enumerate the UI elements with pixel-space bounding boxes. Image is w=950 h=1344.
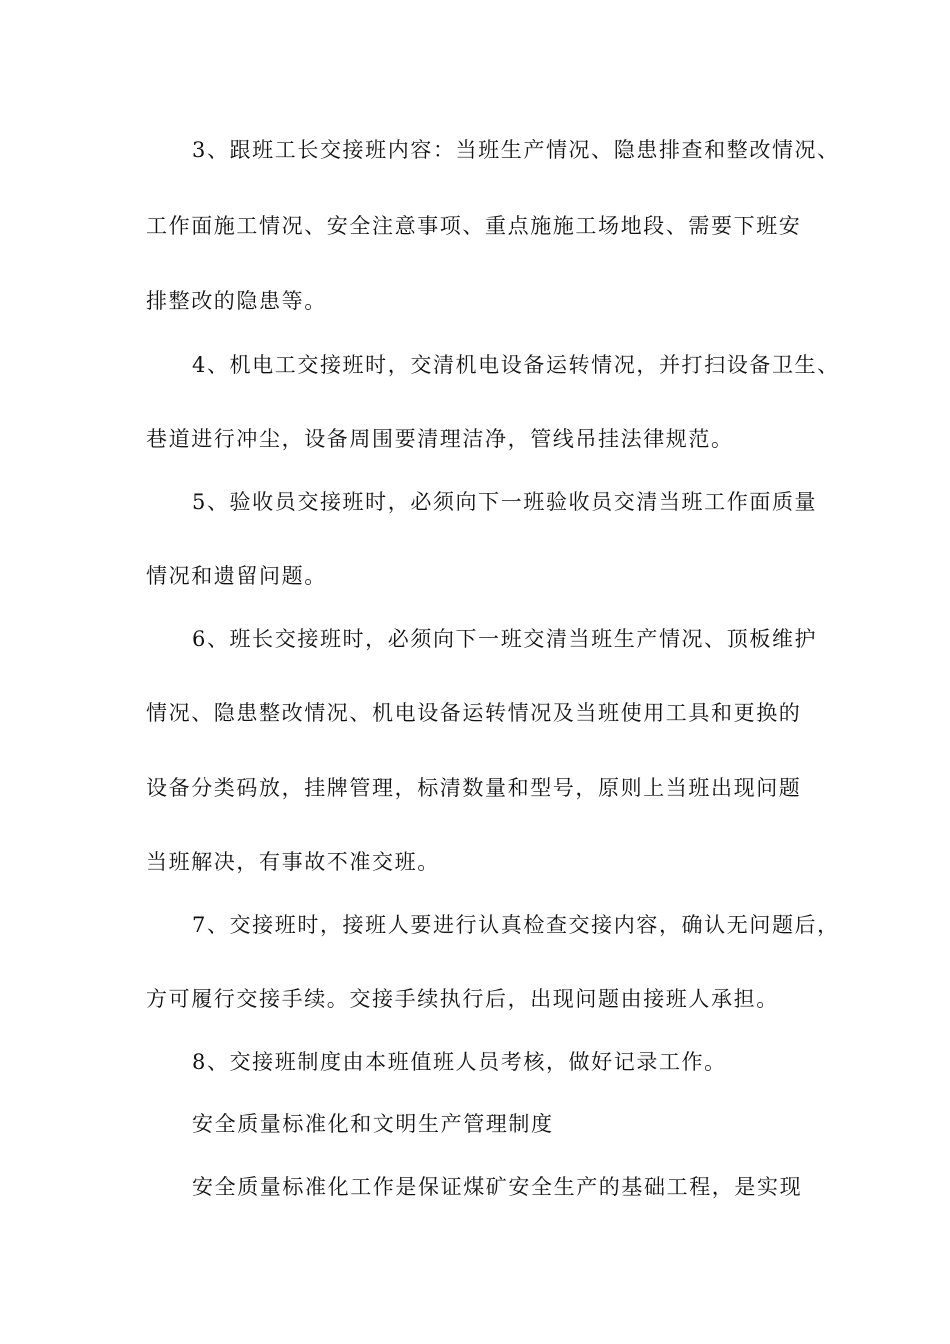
text-line-item-6-cont-1: 情况、隐患整改情况、机电设备运转情况及当班使用工具和更换的 [146, 701, 802, 725]
section-heading: 安全质量标准化和文明生产管理制度 [192, 1112, 554, 1136]
text-line-item-6-cont-2: 设备分类码放，挂牌管理，标清数量和型号，原则上当班出现问题 [146, 776, 802, 800]
text-line-item-6-start: 6、班长交接班时，必须向下一班交清当班生产情况、顶板维护 [192, 627, 818, 651]
text-line-section-intro: 安全质量标准化工作是保证煤矿安全生产的基础工程，是实现 [192, 1175, 803, 1199]
text-line-item-8: 8、交接班制度由本班值班人员考核，做好记录工作。 [192, 1050, 727, 1074]
text-line-item-4-cont-1: 巷道进行冲尘，设备周围要清理洁净，管线吊挂法律规范。 [146, 427, 734, 451]
text-line-item-3-cont-2: 排整改的隐患等。 [146, 289, 327, 313]
text-line-item-5-cont-1: 情况和遗留问题。 [146, 564, 327, 588]
text-line-item-6-cont-3: 当班解决，有事故不准交班。 [146, 850, 440, 874]
text-line-item-5-start: 5、验收员交接班时，必须向下一班验收员交清当班工作面质量 [192, 490, 818, 514]
text-line-item-7-cont-1: 方可履行交接手续。交接手续执行后，出现问题由接班人承担。 [146, 987, 779, 1011]
text-line-item-3-cont-1: 工作面施工情况、安全注意事项、重点施施工场地段、需要下班安 [146, 214, 802, 238]
text-line-item-7-start: 7、交接班时，接班人要进行认真检查交接内容，确认无问题后， [192, 913, 840, 937]
text-line-item-4-start: 4、机电工交接班时，交清机电设备运转情况，并打扫设备卫生、 [192, 353, 840, 377]
text-line-item-3-start: 3、跟班工长交接班内容：当班生产情况、隐患排查和整改情况、 [192, 138, 840, 162]
